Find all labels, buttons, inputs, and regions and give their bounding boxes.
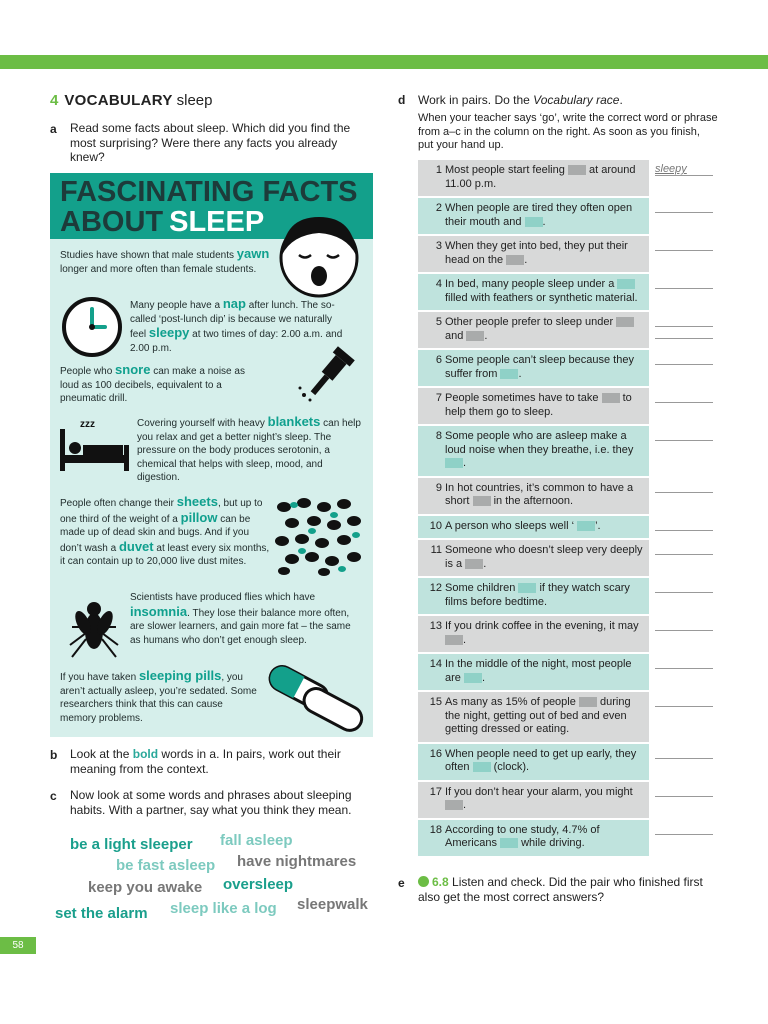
fact-bedding: [60, 495, 270, 569]
phrase: be a light sleeper: [70, 836, 193, 853]
audio-speaker-icon[interactable]: [418, 876, 429, 887]
fact-yawn-pre: Studies have shown that male students: [60, 250, 234, 261]
fact-blankets-pre: Covering yourself with heavy: [137, 418, 265, 429]
race-row-text: .: [518, 367, 522, 380]
race-row: [418, 744, 649, 782]
race-row-text: If you don’t hear your alarm, you might: [445, 785, 633, 798]
fact-nap-mid: after lunch. The so-called ‘post-lunch dip’ is because we naturally feel: [130, 300, 335, 340]
item-d-pre: Work in pairs. Do the: [418, 93, 530, 107]
race-row-number: 11: [430, 544, 442, 556]
keyword-yawn: yawn: [236, 246, 270, 261]
item-c-text: Now look at some words and phrases about sleeping habits. With a partner, say what you think they mean.: [70, 788, 352, 817]
item-d-heading: [418, 93, 718, 108]
answer-line[interactable]: [655, 212, 713, 213]
phrase: keep you awake: [88, 879, 203, 896]
blank-gap: [518, 583, 536, 593]
fact-bedding-mid1: , but up to one third of the weight of a: [60, 498, 263, 525]
race-row: [418, 654, 649, 692]
answer-line[interactable]: [655, 402, 713, 403]
answer-line[interactable]: [655, 440, 713, 441]
blank-gap: [473, 496, 491, 506]
race-row: [418, 578, 649, 616]
race-row-number: 13: [429, 620, 442, 632]
keyword-pillow: pillow: [180, 509, 218, 525]
clock-icon: [60, 295, 124, 359]
keyword-snore: snore: [115, 362, 151, 377]
blank-gap: [500, 369, 518, 379]
answer-line[interactable]: [655, 364, 713, 365]
keyword-sleeping-pills: sleeping pills: [138, 668, 222, 683]
blank-gap: [617, 279, 635, 289]
answer-line[interactable]: [655, 326, 713, 327]
race-row: [418, 426, 649, 478]
blank-gap: [465, 559, 483, 569]
race-row: [418, 388, 649, 426]
item-a-letter: a: [50, 122, 57, 136]
facts-poster: [50, 173, 373, 737]
answer-line[interactable]: [655, 834, 713, 835]
race-row-text: When they get into bed, they put their head on the: [445, 240, 628, 266]
race-row-text: Other people prefer to sleep under: [445, 316, 614, 328]
race-row-number: 17: [429, 785, 442, 798]
item-e-letter: e: [398, 876, 405, 890]
fact-pills-post: , you aren’t actually asleep, you’re sedated. Some researchers think that this can cause memory problems.: [60, 672, 257, 724]
blank-gap: [616, 317, 634, 327]
race-row-text: Some people who are asleep make a loud noise when they breathe, i.e. they: [445, 430, 634, 456]
race-row-text: .: [524, 253, 528, 266]
page-number: 58: [0, 937, 36, 954]
race-row-text: Someone who doesn’t sleep very deeply is a: [445, 544, 643, 570]
race-row: [418, 236, 649, 274]
answer-line[interactable]: [655, 758, 713, 759]
fact-bedding-pre: People often change their: [60, 498, 174, 509]
item-e-body: Listen and check. Did the pair who finished first also get the most correct answers?: [418, 875, 703, 904]
race-row-text: and: [445, 329, 464, 342]
fact-pills: [60, 669, 260, 725]
race-row-text: (clock).: [493, 761, 530, 773]
item-b-letter: b: [50, 748, 58, 762]
race-row-text: if they watch scary films before bedtime.: [445, 582, 630, 608]
race-row: [418, 516, 649, 541]
top-color-bar: [0, 55, 768, 69]
race-row-text: Some people can’t sleep because they suffer from: [445, 354, 634, 380]
race-row-number: 3: [435, 240, 442, 252]
answer-line[interactable]: [655, 530, 713, 531]
item-e-text: [418, 875, 728, 904]
phrase: have nightmares: [237, 853, 357, 870]
race-row-text: during the night, getting out of bed and even getting dressed or eating.: [445, 696, 631, 735]
answer-line[interactable]: [655, 492, 713, 493]
blank-gap: [568, 165, 586, 175]
item-d-post: .: [619, 93, 623, 107]
race-row-text: In hot countries, it’s common to have a short: [445, 481, 634, 507]
fact-snore: [60, 363, 260, 406]
race-row-text: .: [483, 557, 487, 570]
item-b-bold: bold: [132, 747, 159, 761]
race-row-text: to help them go to sleep.: [445, 392, 632, 418]
answer-line[interactable]: [655, 668, 713, 669]
race-row-text: If you drink coffee in the evening, it may: [445, 620, 639, 632]
race-row-text: .: [463, 799, 467, 811]
item-d-italic: Vocabulary race: [533, 93, 620, 107]
yawning-face-icon: [274, 209, 364, 299]
race-row-number: 12: [429, 582, 442, 594]
blank-gap: [464, 673, 482, 683]
race-row-number: 1: [435, 164, 442, 176]
item-b-post: words in a. In pairs, work out their meaning from the context.: [70, 747, 341, 776]
phrase: sleep like a log: [170, 900, 277, 917]
race-row: [418, 478, 649, 516]
blank-gap: [473, 762, 491, 772]
race-row-number: 14: [429, 658, 442, 670]
race-row-text: In the middle of the night, most people are: [445, 658, 632, 684]
race-row-number: 16: [429, 747, 442, 760]
race-row-number: 8: [435, 430, 442, 442]
blank-gap: [445, 635, 463, 645]
answer-line[interactable]: [655, 796, 713, 797]
pills-icon: [262, 663, 366, 733]
race-row-text: in the afternoon.: [493, 495, 574, 507]
fact-pills-pre: If you have taken: [60, 672, 137, 683]
keyword-blankets: blankets: [267, 414, 321, 429]
race-row-number: 4: [435, 278, 442, 290]
race-row-number: 18: [429, 823, 442, 836]
race-row-number: 9: [435, 481, 442, 494]
blank-gap: [602, 393, 620, 403]
race-row-text: Some children: [445, 582, 516, 594]
fact-yawn-post: longer and more often than female students.: [60, 263, 257, 275]
race-row-text: When people are tired they often open their mouth and: [445, 202, 633, 228]
race-row-text: .: [463, 457, 467, 469]
item-d-letter: d: [398, 93, 406, 107]
keyword-insomnia: insomnia: [130, 603, 188, 619]
race-row-text: .: [481, 671, 486, 684]
race-row: [418, 312, 649, 350]
keyword-duvet: duvet: [118, 538, 154, 554]
race-row-number: 10: [429, 519, 442, 532]
item-a-text: Read some facts about sleep. Which did you find the most surprising? Were there any facts you already knew?: [70, 121, 351, 164]
answer-line[interactable]: [655, 592, 713, 593]
phrase: be fast asleep: [116, 857, 216, 874]
item-b-text: [70, 747, 370, 776]
race-row: [418, 782, 649, 820]
poster-title-line2: [60, 207, 264, 237]
poster-title-sleep: SLEEP: [169, 206, 265, 238]
section-subtitle: sleep: [176, 92, 213, 109]
race-row-text: .: [484, 329, 488, 342]
answer-line[interactable]: [655, 706, 713, 707]
race-row: [418, 350, 649, 388]
fly-icon: [64, 597, 124, 661]
race-row-text: .: [463, 633, 467, 646]
fact-insomnia-post: . They lose their balance more often, are slower learners, and gain more fat – the same as humans who don’t get enough sleep.: [130, 607, 351, 646]
blank-gap: [500, 838, 518, 848]
keyword-sheets: sheets: [176, 494, 218, 509]
answer-line[interactable]: [655, 630, 713, 631]
fact-insomnia: [130, 591, 355, 647]
race-row: [418, 274, 649, 312]
blank-gap: [445, 800, 463, 810]
track-number: 6.8: [432, 875, 449, 889]
fact-nap-pre: Many people have a: [130, 300, 221, 311]
fact-nap-post: at two times of day: 2.00 a.m. and 2.00 p.m.: [130, 329, 343, 354]
blank-gap: [506, 255, 524, 265]
section-title: VOCABULARY: [64, 92, 173, 109]
race-row-text: When people need to get up early, they often: [445, 747, 637, 773]
race-row: [418, 692, 649, 744]
pneumatic-drill-icon: [296, 343, 362, 405]
race-row: [418, 820, 649, 858]
item-c-letter: c: [50, 789, 57, 803]
fact-snore-pre: People who: [60, 366, 113, 377]
keyword-nap: nap: [222, 296, 246, 311]
race-row: [418, 160, 649, 198]
blank-gap: [445, 458, 463, 468]
fact-blankets-post: can help you relax and get a better night’s sleep. The pressure on the body produces serotonin, a chemical that helps with sleep, mood, and digestion.: [137, 418, 361, 483]
answer-line[interactable]: [655, 250, 713, 251]
blank-gap: [577, 521, 595, 531]
race-row-text: A person who sleeps well ‘: [445, 519, 575, 532]
race-row-number: 2: [435, 202, 442, 214]
item-b-pre: Look at the: [70, 747, 130, 761]
poster-title-line1: FASCINATING FACTS: [60, 176, 358, 208]
phrase: fall asleep: [220, 832, 293, 849]
bed-icon: [58, 415, 132, 473]
vocabulary-race-table: [418, 160, 649, 858]
answer-line[interactable]: [655, 338, 713, 339]
poster-title-about: ABOUT: [60, 206, 164, 238]
race-row: [418, 540, 649, 578]
blank-gap: [579, 697, 597, 707]
race-row-text: ’.: [595, 519, 601, 532]
dust-mites-icon: [272, 495, 366, 577]
zzz-label: zzz: [80, 419, 95, 430]
phrase: sleepwalk: [297, 896, 368, 913]
phrase: oversleep: [223, 876, 294, 893]
example-answer: sleepy: [655, 163, 713, 176]
blank-gap: [525, 217, 543, 227]
fact-blankets: [137, 415, 362, 485]
fact-bedding-post: at least every six months, it can contain up to 20,000 live dust mites.: [60, 542, 270, 567]
fact-yawn: [60, 247, 270, 276]
race-row-number: 15: [429, 696, 442, 708]
answer-line[interactable]: [655, 554, 713, 555]
item-d-instructions: When your teacher says ‘go’, write the correct word or phrase from a–c in the column on the right. As soon as you finish, put your hand up.: [418, 112, 718, 151]
phrase: set the alarm: [55, 905, 148, 922]
race-row-text: filled with feathers or synthetic material.: [445, 291, 638, 304]
keyword-sleepy: sleepy: [148, 325, 190, 340]
section-heading: [50, 92, 212, 109]
race-row-text: In bed, many people sleep under a: [445, 278, 615, 290]
blank-gap: [466, 331, 484, 341]
race-row-text: .: [542, 215, 546, 228]
race-row-number: 7: [435, 392, 442, 404]
race-row-text: People sometimes have to take: [445, 392, 599, 404]
race-row-text: Most people start feeling: [445, 164, 565, 176]
race-row: [418, 616, 649, 654]
answer-line[interactable]: [655, 288, 713, 289]
race-row: [418, 198, 649, 236]
race-row-text: According to one study, 4.7% of Americans: [445, 823, 600, 849]
race-row-number: 6: [435, 354, 442, 366]
race-row-text: As many as 15% of people: [445, 696, 576, 708]
fact-snore-post: can make a noise as loud as 100 decibels, equivalent to a pneumatic drill.: [60, 366, 245, 404]
section-number: 4: [50, 92, 59, 109]
fact-insomnia-pre: Scientists have produced flies which have: [130, 592, 316, 603]
race-row-text: at around 11.00 p.m.: [445, 164, 636, 190]
race-row-text: while driving.: [521, 837, 585, 849]
race-row-number: 5: [435, 316, 442, 328]
fact-bedding-mid2: can be made up of dead skin and bugs. And if you don’t wash a: [60, 513, 251, 554]
